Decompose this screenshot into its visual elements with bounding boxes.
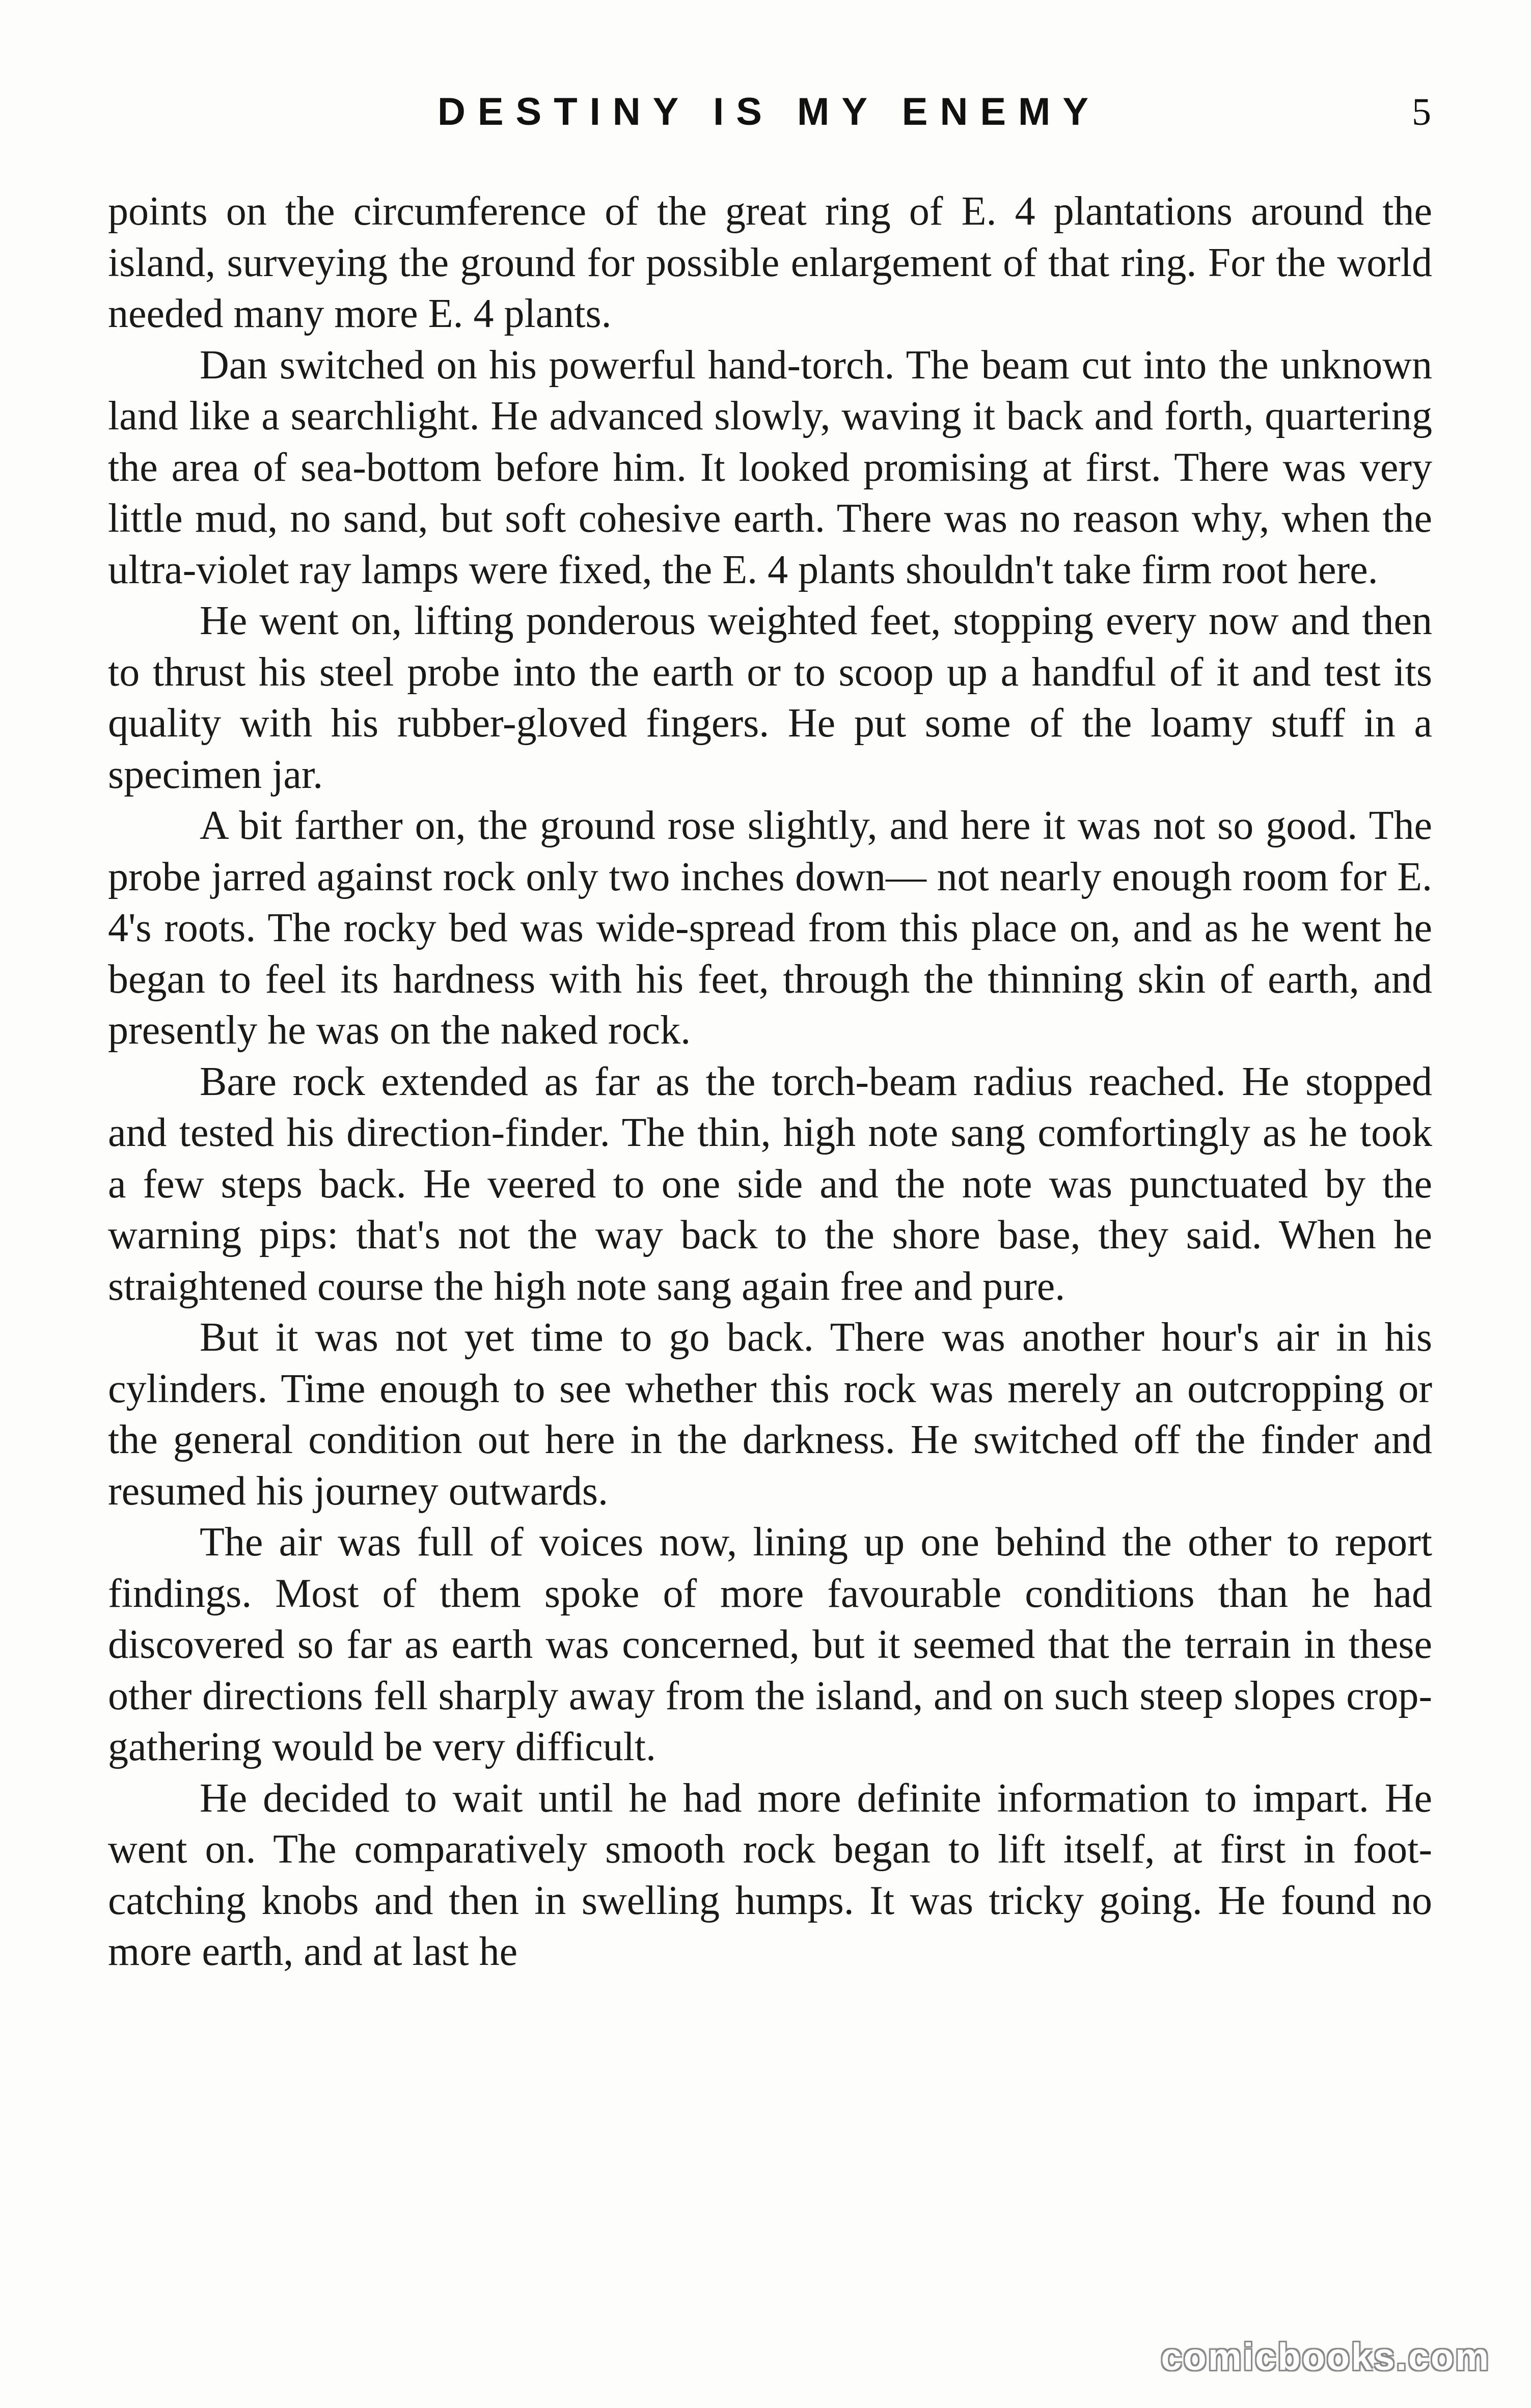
paragraph-4: A bit farther on, the ground rose slightly, and here it was not so good. The probe jarred against rock only two inches down— not nearly enough room for E. 4's roots. The rocky bed was wide-spread from this place on, and as he went he began to feel its hardness with his feet, through the thinning skin of earth, and presently he was on the naked rock. <box>108 803 1432 1053</box>
paragraph-6: But it was not yet time to go back. There was another hour's air in his cylinders. Time enough to see whether this rock was merely an outcropping or the general condition out here in the darkness. He switched off the finder and resumed his journey outwards. <box>108 1315 1432 1514</box>
paragraph-1: points on the circumference of the great ring of E. 4 plantations around the island, surveying the ground for possible enlargement of that ring. For the world needed many more E. 4 plants. <box>108 189 1432 336</box>
running-head-title: DESTINY IS MY ENEMY <box>437 90 1101 133</box>
paragraph-7: The air was full of voices now, lining up one behind the other to report findings. Most of them spoke of more favourable conditions than he had discovered so far as earth was concerned, but it seemed that the terrain in these other directions fell sharply away from the island, and on such steep slopes crop-gathering would be very difficult. <box>108 1520 1432 1769</box>
page-number: 5 <box>1412 91 1431 133</box>
paragraph-8: He decided to wait until he had more definite information to impart. He went on. The comparatively smooth rock began to lift itself, at first in foot-catching knobs and then in swelling humps. It was tricky going. He found no more earth, and at last he <box>108 1775 1432 1974</box>
running-head <box>107 81 1431 143</box>
paragraph-5: Bare rock extended as far as the torch-beam radius reached. He stopped and tested his direction-finder. The thin, high note sang comfortingly as he took a few steps back. He veered to one side and the note was punctuated by the warning pips: that's not the way back to the shore base, they said. When he straightened course the high note sang again free and pure. <box>108 1059 1432 1309</box>
paragraph-3: He went on, lifting ponderous weighted feet, stopping every now and then to thrust his steel probe into the earth or to scoop up a handful of it and test its quality with his rubber-gloved fingers. He put some of the loamy stuff in a specimen jar. <box>108 598 1432 797</box>
watermark-text: comicbooks.com <box>1161 2336 1490 2378</box>
paragraph-2: Dan switched on his powerful hand-torch. The beam cut into the unknown land like a searchlight. He advanced slowly, waving it back and forth, quartering the area of sea-bottom before him. It looked promising at first. There was very little mud, no sand, but soft cohesive earth. There was no reason why, when the ultra-violet ray lamps were fixed, the E. 4 plants shouldn't take firm root here. <box>108 342 1432 592</box>
body-text <box>108 186 1432 1978</box>
